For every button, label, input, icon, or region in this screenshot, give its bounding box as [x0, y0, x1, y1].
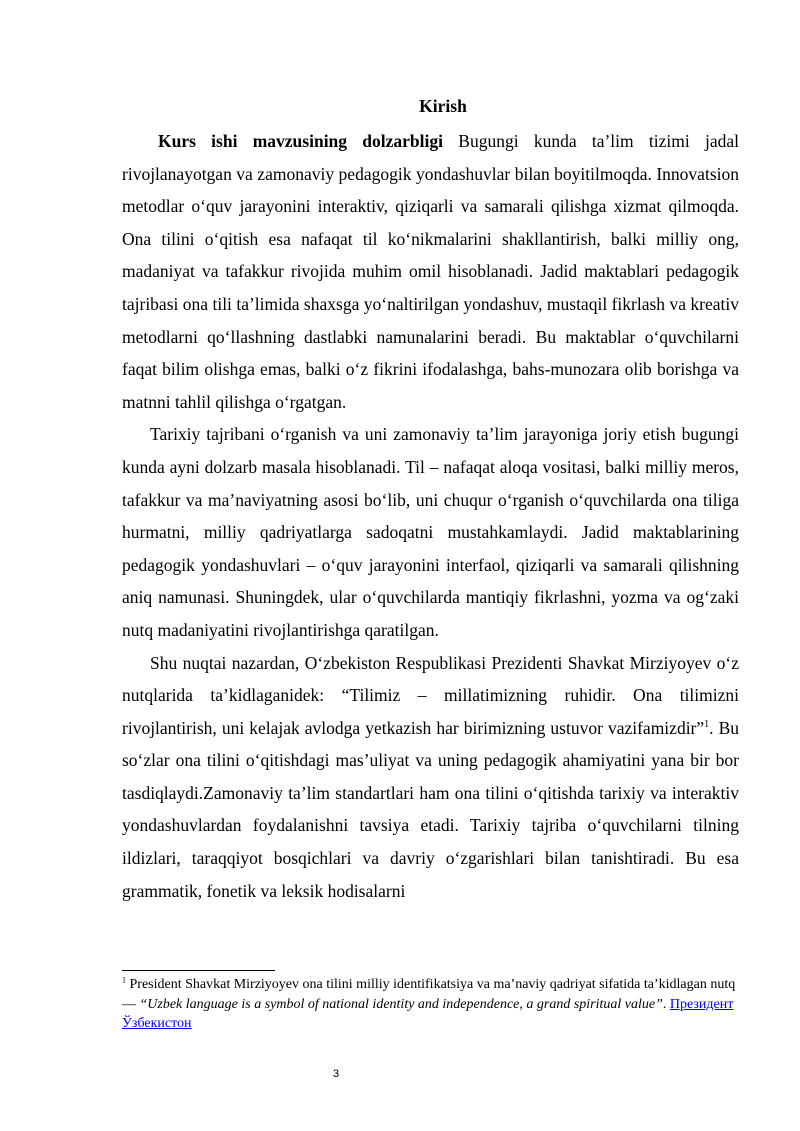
footnote-link[interactable]: Президент Ўзбекистон: [122, 996, 734, 1031]
footnote-quote: “Uzbek language is a symbol of national identity and independence, a grand spiritual value”: [139, 996, 663, 1012]
paragraph-3-text-a: Shu nuqtai nazardan, O‘zbekiston Respublikasi Prezidenti Shavkat Mirziyoyev o‘z nutqlarida ta’kidlaganidek: “Tilimiz – millatimizning ruhidir. Ona tilimizni rivojlantirish, uni kelajak avlodga yetkazish har birimizning ustuvor vazifamizdir”: [122, 652, 739, 738]
footnote-text: President Shavkat Mirziyoyev ona tilini milliy identifikatsiya va ma’naviy qadriyat sifatida ta’kidlagan nutq —: [122, 977, 736, 1012]
footnote-separator: [122, 970, 275, 971]
paragraph-1-text: Bugungi kunda ta’lim tizimi jadal rivojlanayotgan va zamonaviy pedagogik yondashuvlar bilan boyitilmoqda. Innovatsion metodlar o‘quv jarayonini interaktiv, qiziqarli va samarali qilishga xizmat qilmoqda. Ona tilini o‘qitish esa nafaqat til ko‘nikmalarini shakllantirish, balki milliy ong, madaniyat va tafakkur rivojida muhim omil hisoblanadi. Jadid maktablari pedagogik tajribasi ona tili ta’limida shaxsga yo‘naltirilgan yondashuv, mustaqil fikrlash va kreativ metodlarni qo‘llashning dastlabki namunalarini beradi. Bu maktablar o‘quvchilarni faqat bilim olishga emas, balki o‘z fikrini ifodalashga, bahs-munozara olib borishga va matnni tahlil qilishga o‘rgatgan.: [122, 131, 740, 412]
paragraph-3-text-b: . Bu so‘zlar ona tilini o‘qitishdagi mas’uliyat va uning pedagogik ahamiyatini yana bir bor tasdiqlaydi.Zamonaviy ta’lim standartlari ham ona tilini o‘qitishda tarixiy va interaktiv yondashuvlardan foydalanishni tavsiya etadi. Tarixiy tajriba o‘quvchilarni tilning ildizlari, taraqqiyot bosqichlari va davriy o‘zgarishlari bilan tanishtiradi. Bu esa grammatik, fonetik va leksik hodisalarni: [122, 717, 739, 901]
section-heading: Kirish: [419, 96, 467, 116]
page-number: 3: [332, 1068, 340, 1080]
footnote-reference[interactable]: 1: [704, 718, 710, 730]
footnote: [122, 975, 739, 1034]
paragraph-lead: Kurs ishi mavzusining dolzarbligi: [158, 131, 444, 151]
paragraph-2: Tarixiy tajribani o‘rganish va uni zamonaviy ta’lim jarayoniga joriy etish bugungi kunda ayni dolzarb masala hisoblanadi. Til – nafaqat aloqa vositasi, balki milliy meros, tafakkur va ma’naviyatning asosi bo‘lib, uni chuqur o‘rganish o‘quvchilarda ona tiliga hurmatni, milliy qadriyatlarga sadoqatni mustahkamlaydi. Jadid maktablarining pedagogik yondashuvlari – o‘quv jarayonini interfaol, qiziqarli va samarali qilishning aniq namunasi. Shuningdek, ular o‘quvchilarda mantiqiy fikrlashni, yozma va og‘zaki nutq madaniyatini rivojlantirishga qaratilgan.: [122, 424, 739, 640]
paragraph-1: [122, 125, 739, 418]
paragraph-3: [122, 647, 739, 908]
footnote-number: 1: [122, 975, 126, 985]
footnote-after-quote: .: [662, 996, 670, 1012]
body-text: [122, 125, 739, 907]
